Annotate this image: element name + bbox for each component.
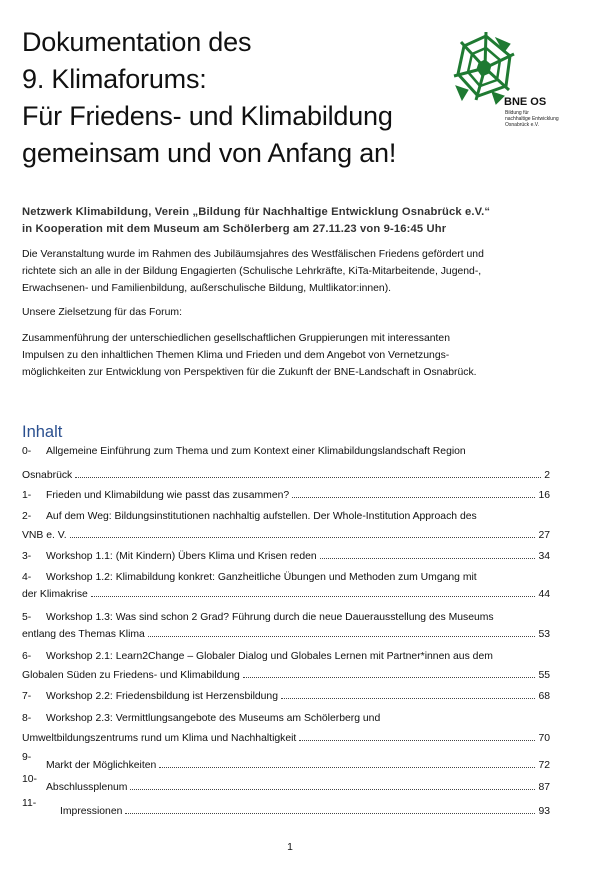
logo-subtitle-line-1: Bildung für [505, 110, 529, 116]
toc-entry-title-continued: entlang des Themas Klima [22, 629, 145, 640]
toc-entry-number: 5- [22, 612, 32, 623]
organizer-line-1: Netzwerk Klimabildung, Verein „Bildung für Nachhaltige Entwicklung Osnabrück e.V.“ [22, 206, 491, 218]
goal-line-1: Zusammenführung der unterschiedlichen gesellschaftlichen Gruppierungen mit interessanten [22, 333, 450, 344]
toc-entry-title: Allgemeine Einführung zum Thema und zum Kontext einer Klimabildungslandschaft Region [46, 446, 466, 457]
title-line-4: gemeinsam und von Anfang an! [22, 138, 397, 168]
toc-page-number: 55 [538, 670, 550, 681]
toc-entry-title: Workshop 1.3: Was sind schon 2 Grad? Führung durch die neue Dauerausstellung des Museums [46, 612, 494, 623]
toc-entry-title-continued: Umweltbildungszentrums rund um Klima und Nachhaltigkeit [22, 733, 297, 744]
toc-dot-leader [125, 812, 535, 814]
toc-entry-number: 7- [22, 691, 32, 702]
toc-dot-leader [130, 788, 535, 790]
toc-page-number: 93 [538, 806, 550, 817]
toc-entry-number: 11- [22, 798, 37, 809]
organizer-line-2: in Kooperation mit dem Museum am Schölerberg am 27.11.23 von 9-16:45 Uhr [22, 223, 447, 235]
toc-entry-number: 9- [22, 752, 32, 763]
document-title [22, 24, 442, 172]
toc-entry-title: Frieden und Klimabildung wie passt das zusammen? [46, 490, 290, 501]
toc-entry-title: Workshop 2.2: Friedensbildung ist Herzensbildung [46, 691, 278, 702]
toc-entry-title: Abschlussplenum [46, 782, 128, 793]
toc-entry-number: 1- [22, 490, 32, 501]
toc-dot-leader [70, 536, 536, 538]
intro-line-1: Die Veranstaltung wurde im Rahmen des Jubiläumsjahres des Westfälischen Friedens gefördert und [22, 249, 484, 260]
toc-entry-number: 4- [22, 572, 32, 583]
toc-dot-leader [281, 697, 535, 699]
toc-page-number: 34 [538, 551, 550, 562]
toc-page-number: 27 [538, 530, 550, 541]
toc-entry-title: Impressionen [60, 806, 123, 817]
intro-line-3: Erwachsenen- und Familienbildung, außerschulische Bildung, Multlikator:innen). [22, 283, 392, 294]
toc-page-number: 44 [538, 589, 550, 600]
toc-dot-leader [243, 676, 536, 678]
toc-entry-title: Workshop 2.1: Learn2Change – Globaler Dialog und Globales Lernen mit Partner*innen aus dem [46, 651, 493, 662]
goal-paragraph [22, 330, 570, 381]
toc-dot-leader [320, 557, 536, 559]
toc-heading: Inhalt [22, 423, 63, 441]
toc-entry-number: 10- [22, 774, 38, 785]
title-line-1: Dokumentation des [22, 27, 252, 57]
logo-subtitle-line-3: Osnabrück e.V. [505, 122, 540, 128]
toc-page-number: 16 [538, 490, 550, 501]
toc-dot-leader [159, 766, 535, 768]
toc-dot-leader [292, 496, 535, 498]
organizer-line [22, 204, 572, 238]
logo-subtitle-line-2: nachhaltige Entwicklung [505, 116, 559, 122]
toc-entry-title-continued: VNB e. V. [22, 530, 67, 541]
page-number: 1 [287, 842, 293, 853]
goal-line-3: möglichkeiten zur Entwicklung von Perspektiven für die Zukunft der BNE-Landschaft in Osnabrück. [22, 367, 477, 378]
toc-page-number: 70 [538, 733, 550, 744]
toc-entry-title-continued: der Klimakrise [22, 589, 88, 600]
toc-entry-title-continued: Globalen Süden zu Friedens- und Klimabildung [22, 670, 240, 681]
toc-dot-leader [299, 739, 535, 741]
toc-entry-title-continued: Osnabrück [22, 470, 73, 481]
toc-page-number: 68 [538, 691, 550, 702]
toc-entry-number: 2- [22, 511, 32, 522]
toc-entry-number: 3- [22, 551, 32, 562]
toc-dot-leader [75, 476, 541, 478]
toc-entry-title: Auf dem Weg: Bildungsinstitutionen nachhaltig aufstellen. Der Whole-Institution Approach des [46, 511, 477, 522]
goal-label: Unsere Zielsetzung für das Forum: [22, 307, 182, 318]
toc-dot-leader [91, 595, 536, 597]
toc-entry-title: Markt der Möglichkeiten [46, 760, 157, 771]
logo-name: BNE OS [504, 96, 547, 108]
toc-entry-title: Workshop 1.2: Klimabildung konkret: Ganzheitliche Übungen und Methoden zum Umgang mit [46, 572, 477, 583]
toc-entry-number: 6- [22, 651, 32, 662]
toc-page-number: 53 [538, 629, 550, 640]
toc-page-number: 87 [538, 782, 550, 793]
logo-subtitle [505, 110, 575, 128]
title-line-3: Für Friedens- und Klimabildung [22, 101, 393, 131]
bne-os-logo [452, 30, 572, 130]
intro-line-2: richtete sich an alle in der Bildung Engagierten (Schulische Lehrkräfte, KiTa-Mitarbeitende, Jugend-, [22, 266, 482, 277]
intro-paragraph [22, 246, 570, 297]
toc-dot-leader [148, 635, 536, 637]
toc-entry-number: 8- [22, 713, 32, 724]
title-line-2: 9. Klimaforums: [22, 64, 207, 94]
toc-entry-title: Workshop 1.1: (Mit Kindern) Übers Klima und Krisen reden [46, 551, 317, 562]
goal-line-2: Impulsen zu den inhaltlichen Themen Klima und Frieden und dem Angebot von Vernetzungs- [22, 350, 450, 361]
toc-page-number: 2 [544, 470, 550, 481]
toc-entry-number: 0- [22, 446, 32, 457]
toc-page-number: 72 [538, 760, 550, 771]
toc-entry-title: Workshop 2.3: Vermittlungsangebote des Museums am Schölerberg und [46, 713, 381, 724]
